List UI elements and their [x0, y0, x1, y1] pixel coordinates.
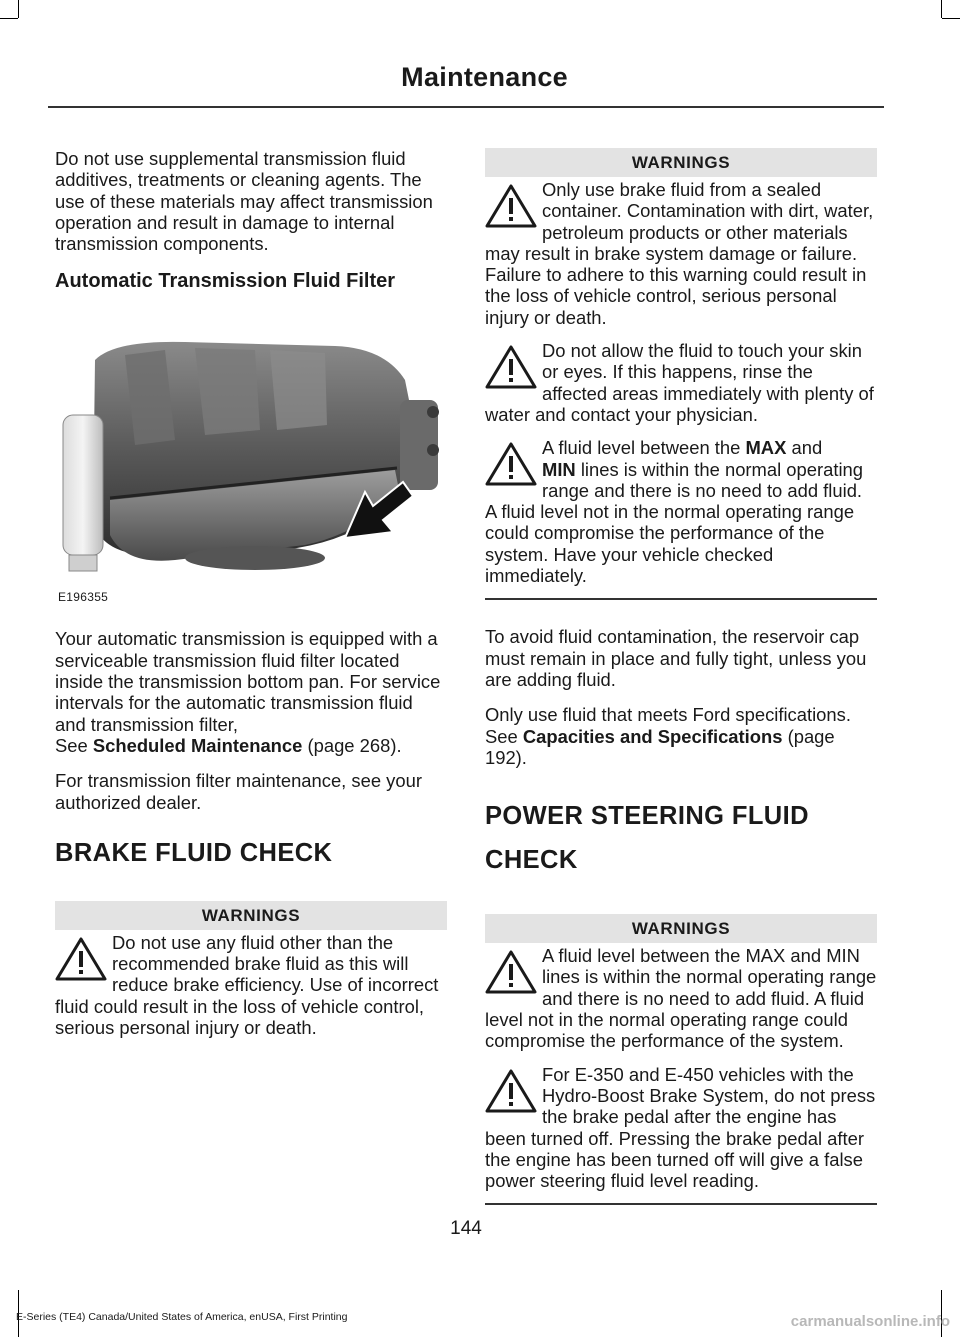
power-steering-heading-line2: CHECK — [485, 846, 578, 875]
filter-paragraph — [55, 628, 447, 756]
header-divider — [48, 106, 884, 108]
spec-prefix: Only use fluid that meets Ford specifications. See — [485, 704, 851, 747]
warnings-header: WARNINGS — [485, 148, 877, 177]
intro-paragraph: Do not use supplemental transmission fluid additives, treatments or cleaning agents. The use of these materials may affect transmission operation and result in damage to internal transmission components. — [55, 148, 433, 255]
crop-mark — [942, 18, 960, 19]
warning-block — [485, 437, 877, 586]
capacities-link[interactable]: Capacities and Specifications — [522, 725, 783, 747]
warnings-end-divider — [485, 1203, 877, 1205]
warning-rest: lines is within the normal operating range and there is no need to add fluid. A fluid level not in the normal operating range could compromise the performance of the system. Have your vehicle checked immediately. — [485, 458, 863, 587]
warning-block — [485, 1064, 877, 1192]
warning-block — [485, 945, 877, 1051]
watermark: carmanualsonline.info — [790, 1313, 950, 1330]
page-number: 144 — [450, 1218, 482, 1239]
brake-fluid-heading: BRAKE FLUID CHECK — [55, 838, 333, 867]
min-label: MIN — [542, 458, 576, 480]
warning-text: Do not allow the fluid to touch your skin or eyes. If this happens, rinse the affected areas immediately with plenty of water and contact your physician. — [485, 340, 874, 425]
dealer-paragraph: For transmission filter maintenance, see your authorized dealer. — [55, 770, 422, 813]
warning-triangle-icon — [55, 936, 107, 982]
warning-triangle-icon — [485, 1068, 537, 1114]
warning-text: Only use brake fluid from a sealed container. Contamination with dirt, water, petroleum products or other materials may result in brake system damage or failure. Failure to adhere to this warning could result in the loss of vehicle control, serious personal injury or death. — [485, 179, 874, 328]
edition-line: E-Series (TE4) Canada/United States of America, enUSA, First Printing — [16, 1311, 348, 1323]
warning-text: A fluid level between the MAX and MIN lines is within the normal operating range and there is no need to add fluid. A fluid level not in the normal operating range could compromise the performance of the system. — [485, 945, 877, 1052]
warnings-header: WARNINGS — [485, 914, 877, 943]
power-steering-heading — [485, 794, 877, 882]
see-prefix: See — [55, 734, 88, 756]
warning-triangle-icon — [485, 949, 537, 995]
transmission-illustration — [55, 320, 447, 612]
warning-triangle-icon — [485, 183, 537, 229]
warning-prefix: A fluid level between the — [542, 437, 741, 459]
crop-mark — [18, 0, 19, 18]
warning-block — [485, 179, 877, 328]
spec-page: (page 192). — [485, 725, 835, 768]
warning-triangle-icon — [485, 441, 537, 487]
filter-heading: Automatic Transmission Fluid Filter — [55, 270, 396, 293]
crop-mark — [0, 18, 18, 19]
warning-block — [55, 932, 447, 1038]
max-label: MAX — [745, 437, 787, 459]
right-column — [485, 148, 877, 1231]
spec-paragraph — [485, 704, 877, 768]
warning-text — [485, 437, 877, 586]
warning-text: Do not use any fluid other than the recommended brake fluid as this will reduce brake efficiency. Use of incorrect fluid could result in the loss of vehicle control, serious personal injury or death. — [55, 931, 439, 1039]
page-title: Maintenance — [401, 62, 568, 92]
left-column — [55, 148, 447, 1050]
reservoir-paragraph: To avoid fluid contamination, the reservoir cap must remain in place and fully tight, unless you are adding fluid. — [485, 626, 867, 690]
and-word: and — [791, 437, 823, 459]
transmission-figure — [55, 320, 447, 612]
warnings-header: WARNINGS — [55, 901, 447, 930]
crop-mark — [941, 0, 942, 18]
warning-triangle-icon — [485, 344, 537, 390]
power-steering-heading-line1: POWER STEERING FLUID — [485, 802, 809, 831]
scheduled-maintenance-link[interactable]: Scheduled Maintenance — [92, 734, 303, 756]
warning-block — [485, 340, 877, 425]
figure-id: E196355 — [58, 590, 109, 605]
warning-text: For E-350 and E-450 vehicles with the Hydro-Boost Brake System, do not press the brake pedal after the engine has been turned off. Pressing the brake pedal after the engine has been turned off will give a false power steering fluid level reading. — [485, 1063, 876, 1192]
filter-text: Your automatic transmission is equipped with a serviceable transmission fluid filter located inside the transmission bottom pan. For service intervals for the automatic transmission fluid and transmission filter, — [55, 628, 441, 735]
see-page: (page 268). — [307, 734, 402, 756]
warnings-end-divider — [485, 598, 877, 600]
